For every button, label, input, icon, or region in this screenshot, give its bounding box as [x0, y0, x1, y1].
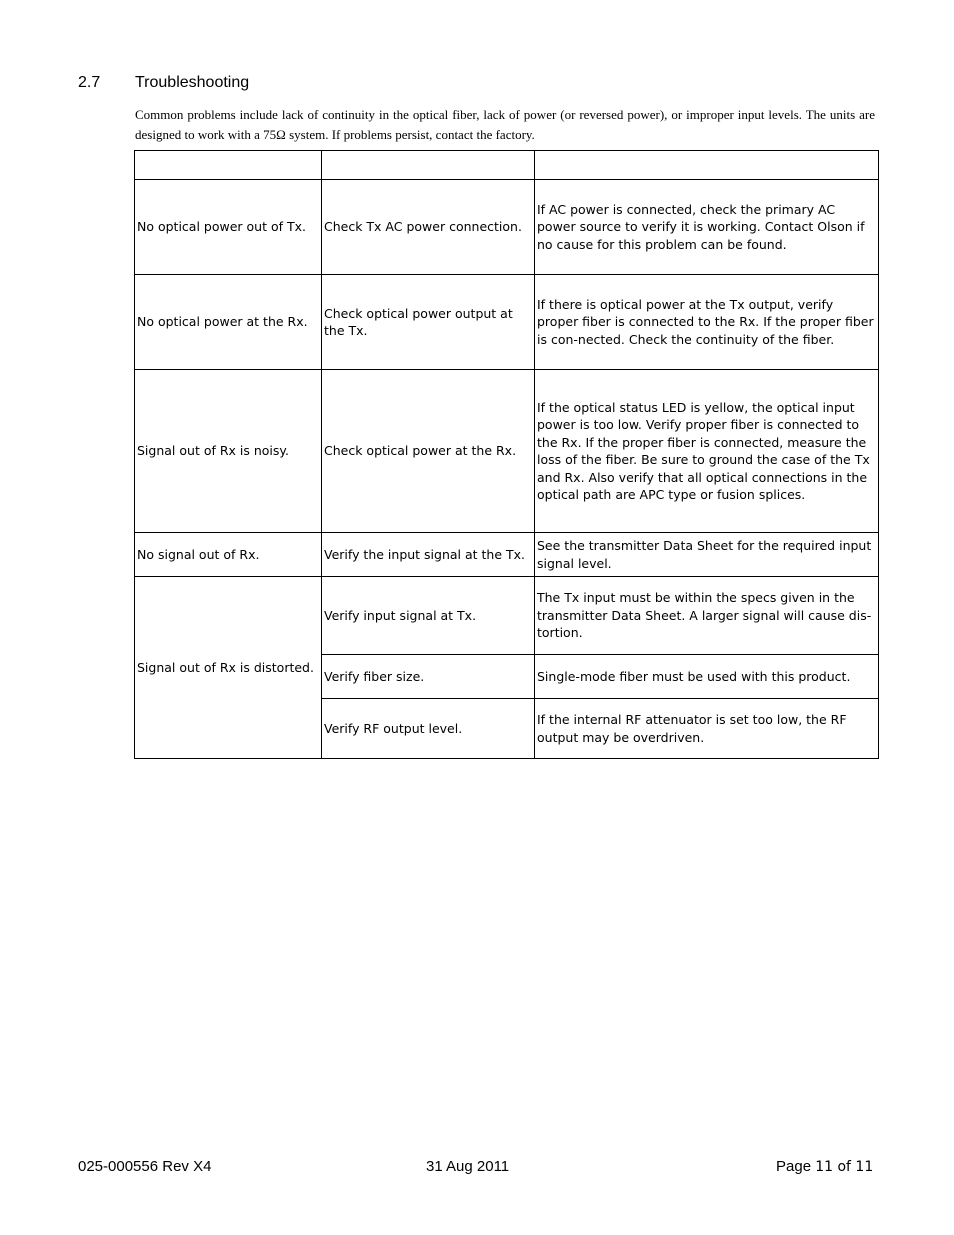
problem-cell: No signal out of Rx. — [135, 533, 322, 577]
intro-paragraph: Common problems include lack of continuity in the optical fiber, lack of power (or reversed power), or improper input levels. The units are designed to work with a 75Ω system. If problems persist, contact the factory. — [135, 107, 875, 142]
table-row — [135, 370, 879, 533]
solution-cell: The Tx input must be within the specs given in the transmitter Data Sheet. A larger signal will cause dis-tortion. — [535, 577, 879, 655]
section-title: Troubleshooting — [135, 74, 250, 91]
solution-cell: If the internal RF attenuator is set too low, the RF output may be overdriven. — [535, 699, 879, 759]
check-cell: Verify input signal at Tx. — [322, 577, 535, 655]
footer-doc-number: 025-000556 Rev X4 — [78, 1158, 212, 1175]
section-number: 2.7 — [78, 74, 101, 91]
header-cell-problem — [135, 151, 322, 180]
check-cell: Verify fiber size. — [322, 655, 535, 699]
check-cell: Verify the input signal at the Tx. — [322, 533, 535, 577]
check-cell: Verify RF output level. — [322, 699, 535, 759]
solution-cell: If AC power is connected, check the primary AC power source to verify it is working. Contact Olson if no cause for this problem can be found. — [535, 180, 879, 275]
solution-cell: If there is optical power at the Tx output, verify proper fiber is connected to the Rx. If the proper fiber is con-nected. Check the continuity of the fiber. — [535, 275, 879, 370]
footer-date: 31 Aug 2011 — [426, 1158, 510, 1175]
check-cell: Check Tx AC power connection. — [322, 180, 535, 275]
header-cell-check — [322, 151, 535, 180]
problem-cell: No optical power out of Tx. — [135, 180, 322, 275]
table-header-row — [135, 151, 879, 180]
footer-page — [776, 1158, 873, 1175]
check-cell: Check optical power output at the Tx. — [322, 275, 535, 370]
problem-cell: No optical power at the Rx. — [135, 275, 322, 370]
table-row — [135, 577, 879, 655]
solution-cell: See the transmitter Data Sheet for the required input signal level. — [535, 533, 879, 577]
problem-cell: Signal out of Rx is noisy. — [135, 370, 322, 533]
table-row — [135, 180, 879, 275]
footer-page-number: 11 of 11 — [815, 1159, 874, 1175]
section-heading — [78, 74, 249, 92]
footer-page-label: Page — [776, 1158, 812, 1175]
table-row — [135, 275, 879, 370]
solution-cell: If the optical status LED is yellow, the optical input power is too low. Verify proper fiber is connected to the Rx. If the proper fiber is connected, measure the loss of the fiber. Be sure to ground the case of the Tx and Rx. Also verify that all optical connections in the optical path are APC type or fusion splices. — [535, 370, 879, 533]
troubleshooting-table — [134, 150, 879, 759]
problem-cell: Signal out of Rx is distorted. — [135, 577, 322, 759]
header-cell-solution — [535, 151, 879, 180]
check-cell: Check optical power at the Rx. — [322, 370, 535, 533]
solution-cell: Single-mode fiber must be used with this product. — [535, 655, 879, 699]
table-row — [135, 533, 879, 577]
